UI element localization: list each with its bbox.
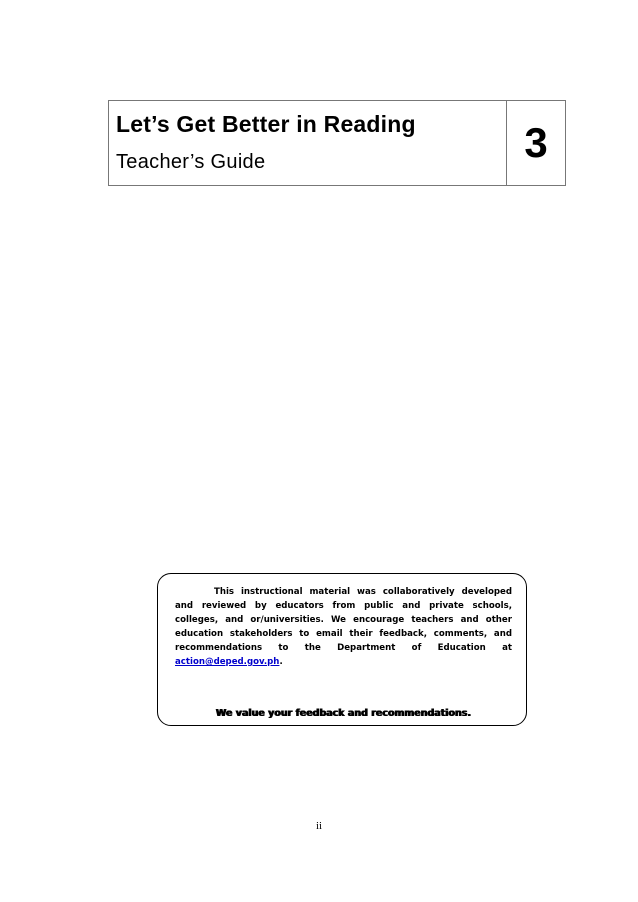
- feedback-text: This instructional material was collaboratively developed and reviewed by educators from public and private schools, colleges, and or/universities. We encourage teachers and other education stakeholders to email their feedback, comments, and recommendations to the Department of Education at: [175, 587, 512, 653]
- feedback-paragraph: [175, 585, 512, 669]
- title-cell: [109, 101, 507, 185]
- feedback-text-end: .: [279, 657, 283, 667]
- title-box: [108, 100, 566, 186]
- feedback-closing: We value your feedback and recommendations.: [215, 708, 472, 719]
- feedback-box: [157, 573, 527, 726]
- grade-number: 3: [524, 119, 548, 166]
- email-link[interactable]: action@deped.gov.ph: [175, 657, 280, 667]
- document-subtitle: Teacher’s Guide: [116, 151, 266, 173]
- document-title: Let’s Get Better in Reading: [116, 111, 416, 137]
- page-number: ii: [315, 820, 323, 832]
